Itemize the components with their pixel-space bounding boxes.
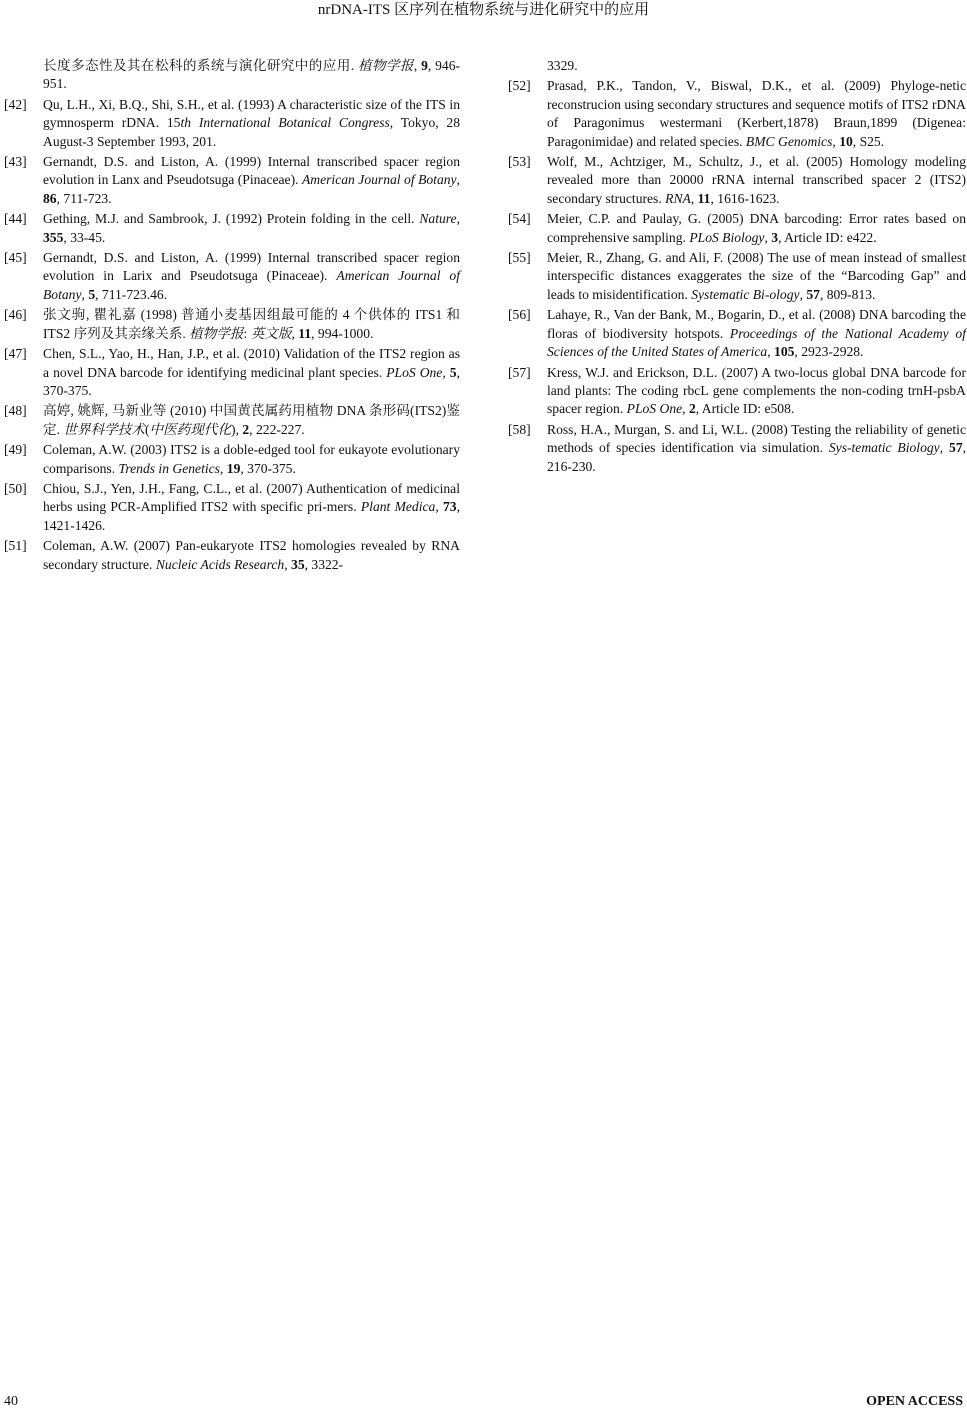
reference-journal: American Journal of Botany [43, 268, 460, 302]
reference-text: 张文驹, 瞿礼嘉 (1998) 普通小麦基因组最可能的 4 个供体的 ITS1 和 ITS2 序列及其亲缘关系. [43, 307, 460, 341]
reference-volume: 5 [88, 286, 96, 302]
reference-entry [508, 421, 966, 476]
reference-entry [4, 441, 460, 478]
reference-list-right [508, 57, 966, 478]
reference-text: , 216-230. [547, 440, 967, 474]
reference-number: [50] [4, 480, 27, 496]
reference-text: Chiou, S.J., Yen, J.H., Fang, C.L., et al. (2007) Authentication of medicinal herbs using PCR-Amplified ITS2 with specific pri-mers. [43, 480, 460, 515]
reference-number: [46] [4, 307, 27, 323]
reference-volume: 11 [298, 325, 312, 341]
reference-entry [4, 57, 460, 94]
reference-text: ( [144, 421, 150, 437]
reference-number: [52] [508, 78, 531, 94]
reference-text: , 711-723.46. [95, 286, 168, 302]
reference-text: , S25. [852, 133, 885, 149]
reference-text: , 3322- [304, 556, 344, 572]
reference-text: Lahaye, R., Van der Bank, M., Bogarin, D., et al. (2008) DNA barcoding the floras of biodiversity hotspots. [547, 307, 966, 341]
reference-number: [54] [508, 211, 531, 227]
reference-entry [4, 480, 460, 535]
reference-journal: 植物学报 [189, 325, 244, 341]
reference-number: [56] [508, 307, 531, 323]
reference-journal: RNA [665, 190, 691, 206]
reference-volume: 86 [43, 190, 57, 206]
reference-number: [49] [4, 442, 27, 458]
reference-journal: th International Botanical Congress [180, 115, 390, 131]
reference-text: , [767, 344, 775, 360]
reference-entry [4, 402, 460, 439]
reference-journal: BMC Genomics [745, 133, 833, 149]
reference-text: , Article ID: e508. [695, 401, 795, 417]
reference-entry [4, 96, 460, 151]
reference-text: , 809-813. [819, 286, 876, 302]
reference-volume: 10 [839, 133, 853, 149]
reference-journal: 世界科学技术 [63, 421, 145, 437]
reference-text: , [939, 440, 950, 456]
reference-number: [42] [4, 96, 27, 112]
reference-journal: Plant Medica [360, 499, 436, 515]
reference-entry [508, 249, 966, 304]
reference-text: , [291, 325, 299, 341]
reference-volume: 3 [771, 229, 779, 245]
reference-journal: 英文版 [250, 325, 292, 341]
reference-entry [4, 537, 460, 574]
reference-journal: Trends in Genetics [118, 460, 220, 476]
reference-text: , Tokyo, 28 August-3 September 1993, 201. [43, 115, 461, 149]
reference-volume: 11 [697, 190, 711, 206]
reference-text: , [284, 556, 292, 572]
reference-volume: 105 [774, 344, 795, 360]
reference-journal: Nature [419, 211, 457, 227]
reference-text: 高婷, 姚辉, 马新业等 (2010) 中国黄芪属药用植物 DNA 条形码(ITS2)鉴定. [43, 403, 460, 437]
reference-text: , [764, 229, 772, 245]
reference-text: , [219, 460, 227, 476]
reference-journal: Sys-tematic Biology [828, 440, 940, 456]
reference-volume: 9 [421, 58, 428, 73]
reference-journal: Systematic Bi-ology [691, 286, 800, 302]
reference-text: , 33-45. [63, 229, 106, 245]
reference-entry [4, 153, 460, 208]
reference-text: 长度多态性及其在松科的系统与演化研究中的应用. [43, 58, 358, 73]
reference-text: , 994-1000. [311, 325, 374, 341]
reference-entry [4, 306, 460, 343]
open-access-label: OPEN ACCESS [866, 1394, 963, 1409]
reference-journal: 中医药现代化 [149, 421, 232, 437]
reference-text: , [690, 190, 698, 206]
reference-text: 3329. [547, 58, 578, 73]
reference-text: , [442, 364, 450, 380]
reference-text: Prasad, P.K., Tandon, V., Biswal, D.K., et al. (2009) Phyloge-netic reconstrucion using secondary structures and sequence motifs of ITS2 rDNA of Paragonimus westermani (Kerbert,1878) Braun,1899 (Digenea: Paragonimidae) and related species. [547, 78, 966, 149]
reference-text: , 1616-1623. [710, 190, 780, 206]
reference-text: Gernandt, D.S. and Liston, A. (1999) Internal transcribed spacer region evolution in Lanx and Pseudotsuga (Pinaceae). [43, 154, 460, 188]
reference-entry [508, 57, 966, 75]
reference-text: Kress, W.J. and Erickson, D.L. (2007) A two-locus global DNA barcode for land plants: The coding rbcL gene complements the non-coding trnH-psbA spacer region. [547, 364, 966, 417]
reference-number: [45] [4, 250, 27, 266]
reference-number: [58] [508, 421, 531, 437]
reference-number: [53] [508, 154, 531, 170]
reference-entry [4, 345, 460, 400]
reference-volume: 2 [688, 401, 696, 417]
reference-volume: 19 [226, 460, 241, 476]
reference-text: , [81, 286, 89, 302]
reference-text: , [682, 401, 689, 417]
reference-number: [48] [4, 403, 27, 419]
reference-text: Ross, H.A., Murgan, S. and Li, W.L. (2008) Testing the reliability of genetic methods of species identification via simulation. [547, 421, 966, 456]
reference-text: , 370-375. [240, 460, 296, 476]
reference-journal: PLoS One [386, 364, 443, 380]
running-head: nrDNA-ITS 区序列在植物系统与进化研究中的应用 [317, 2, 650, 18]
reference-text: , 946-951. [43, 58, 461, 92]
reference-number: [43] [4, 154, 27, 170]
reference-entry [4, 249, 460, 304]
reference-entry [508, 153, 966, 208]
reference-text: Meier, C.P. and Paulay, G. (2005) DNA barcoding: Error rates based on comprehensive sampling. [547, 211, 966, 245]
reference-text: , 2923-2928. [794, 344, 864, 360]
reference-text: , [799, 286, 807, 302]
reference-text: Meier, R., Zhang, G. and Ali, F. (2008) The use of mean instead of smallest interspecific distances exaggerates the size of the “Barcoding Gap” and leads to misidentification. [547, 250, 966, 302]
reference-text: Gething, M.J. and Sambrook, J. (1992) Protein folding in the cell. [43, 211, 420, 227]
reference-journal: Proceedings of the National Academy of Sciences of the United States of America [547, 325, 966, 360]
reference-text: , [435, 499, 443, 515]
reference-number: [57] [508, 364, 531, 380]
reference-text: , Article ID: e422. [778, 229, 877, 245]
reference-text: , [456, 211, 460, 227]
reference-text: Coleman, A.W. (2003) ITS2 is a doble-edged tool for eukayote evolutionary comparisons. [43, 442, 460, 476]
reference-entry [508, 306, 966, 361]
reference-journal: Nucleic Acids Research [155, 556, 285, 572]
reference-volume: 73 [442, 499, 457, 515]
reference-volume: 57 [806, 286, 820, 302]
reference-number: [47] [4, 346, 27, 362]
reference-volume: 57 [949, 440, 963, 456]
reference-text: Wolf, M., Achtziger, M., Schultz, J., et al. (2005) Homology modeling revealed more than 20000 rRNA internal transcribed spacer 2 (ITS2) secondary structures. [547, 154, 966, 206]
reference-text: , [832, 133, 840, 149]
reference-journal: PLoS Biology [689, 229, 765, 245]
reference-volume: 5 [449, 364, 457, 380]
reference-text: Coleman, A.W. (2007) Pan-eukaryote ITS2 homologies revealed by RNA secondary structure. [43, 538, 460, 572]
reference-volume: 2 [242, 421, 250, 437]
reference-text: , 711-723. [56, 190, 112, 206]
reference-text: , [413, 58, 422, 73]
reference-number: [44] [4, 211, 27, 227]
reference-volume: 355 [43, 229, 64, 245]
reference-text: , [456, 172, 460, 188]
reference-number: [55] [508, 250, 531, 266]
reference-number: [51] [4, 538, 27, 554]
reference-text: Qu, L.H., Xi, B.Q., Shi, S.H., et al. (1993) A characteristic size of the ITS in gymnosperm rDNA. 15 [43, 96, 460, 131]
reference-text: , 222-227. [249, 421, 305, 437]
reference-text: Gernandt, D.S. and Liston, A. (1999) Internal transcribed spacer region evolution in Larix and Pseudotsuga (Pinaceae). [43, 250, 460, 284]
reference-entry [4, 210, 460, 247]
reference-entry [508, 210, 966, 247]
reference-text: Chen, S.L., Yao, H., Han, J.P., et al. (2010) Validation of the ITS2 region as a novel DNA barcode for identifying medicinal plant species. [43, 346, 460, 380]
reference-entry [508, 77, 966, 151]
reference-journal: PLoS One [626, 401, 683, 417]
reference-text: , 370-375. [43, 364, 460, 398]
reference-text: : [243, 325, 251, 341]
reference-list-left [4, 57, 460, 576]
reference-text: ), [231, 421, 243, 437]
reference-entry [508, 364, 966, 419]
reference-journal: American Journal of Botany [301, 172, 457, 188]
reference-volume: 35 [291, 556, 305, 572]
reference-text: , 1421-1426. [43, 499, 460, 533]
page-number: 40 [4, 1394, 18, 1409]
reference-journal: 植物学报 [357, 58, 414, 73]
